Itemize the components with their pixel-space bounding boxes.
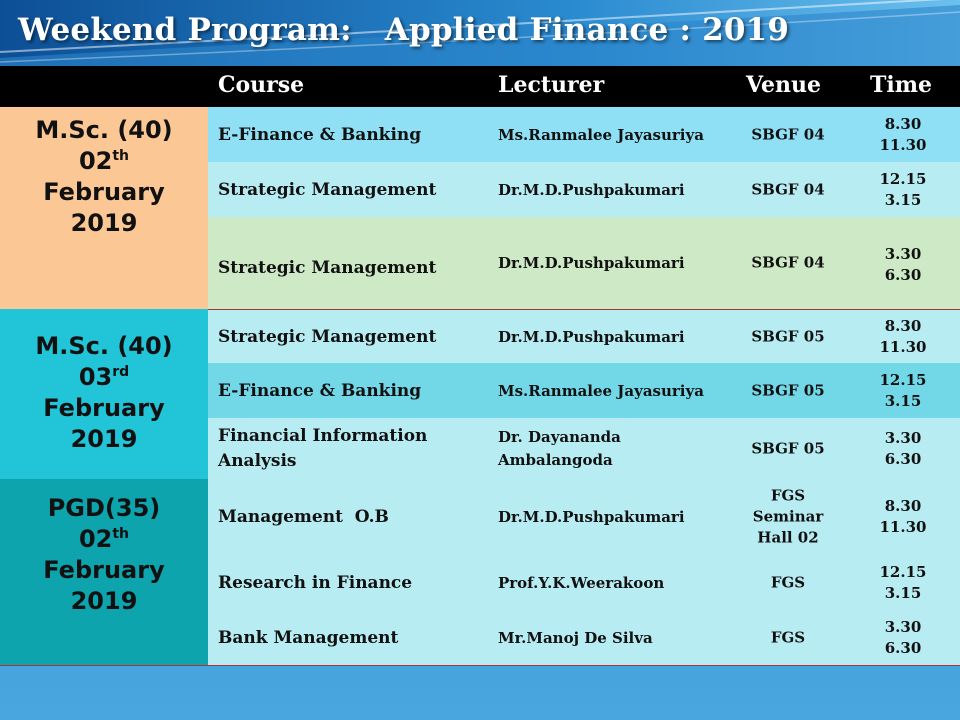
venue-cell: FGS Seminar Hall 02 bbox=[752, 486, 824, 547]
venue-cell: SBGF 05 bbox=[751, 439, 825, 457]
lecturer-cell: Mr.Manoj De Silva bbox=[498, 628, 653, 647]
group-year: 2019 bbox=[70, 425, 138, 453]
group-date-day: 03rd bbox=[78, 363, 130, 391]
venue-cell: FGS bbox=[770, 573, 806, 591]
lecturer-cell: Dr.M.D.Pushpakumari bbox=[498, 254, 685, 272]
course-cell: Strategic Management bbox=[218, 257, 437, 278]
table-row bbox=[208, 309, 960, 363]
table-row bbox=[208, 107, 960, 162]
group-msc-feb03 bbox=[0, 309, 208, 479]
group-date-day: 02th bbox=[78, 525, 130, 553]
time-cell: 12.15 3.15 bbox=[879, 169, 927, 209]
time-cell: 3.30 6.30 bbox=[884, 244, 922, 284]
slide-title: Weekend Program: Applied Finance : 2019 bbox=[18, 12, 790, 48]
time-cell: 3.30 6.30 bbox=[884, 617, 922, 657]
header-course: Course bbox=[218, 72, 305, 98]
lecturer-cell: Ms.Ranmalee Jayasuriya bbox=[498, 125, 704, 144]
venue-cell: SBGF 05 bbox=[751, 327, 825, 345]
group-year: 2019 bbox=[70, 209, 138, 237]
course-cell: E-Finance & Banking bbox=[218, 380, 422, 401]
header-lecturer: Lecturer bbox=[498, 72, 605, 98]
course-cell: Strategic Management bbox=[218, 179, 437, 200]
venue-cell: SBGF 04 bbox=[751, 253, 825, 272]
course-cell: Financial Information Analysis bbox=[218, 425, 428, 471]
group-month: February bbox=[43, 556, 165, 584]
venue-cell: SBGF 05 bbox=[751, 381, 825, 399]
course-cell: Research in Finance bbox=[218, 572, 413, 593]
lecturer-cell: Prof.Y.K.Weerakoon bbox=[498, 573, 665, 592]
course-cell: Strategic Management bbox=[218, 326, 437, 347]
time-cell: 12.15 3.15 bbox=[879, 370, 927, 410]
time-cell: 8.30 11.30 bbox=[879, 316, 927, 356]
group-msc-feb02 bbox=[0, 107, 208, 309]
group-program: PGD(35) bbox=[47, 494, 161, 522]
table-row bbox=[208, 418, 960, 479]
lecturer-cell: Ms.Ranmalee Jayasuriya bbox=[498, 381, 704, 400]
group-date-day: 02th bbox=[78, 147, 130, 175]
table-row bbox=[208, 217, 960, 309]
header-venue: Venue bbox=[746, 72, 822, 98]
lecturer-cell: Dr.M.D.Pushpakumari bbox=[498, 508, 685, 526]
group-program: M.Sc. (40) bbox=[35, 332, 173, 360]
course-cell: E-Finance & Banking bbox=[218, 124, 422, 145]
time-cell: 8.30 11.30 bbox=[879, 114, 927, 154]
group-month: February bbox=[43, 178, 165, 206]
lecturer-cell: Dr. Dayananda Ambalangoda bbox=[498, 427, 621, 469]
group-program: M.Sc. (40) bbox=[35, 116, 173, 144]
venue-cell: FGS bbox=[770, 628, 806, 646]
time-cell: 8.30 11.30 bbox=[879, 497, 927, 536]
lecturer-cell: Dr.M.D.Pushpakumari bbox=[498, 180, 685, 199]
group-pgd-feb02 bbox=[0, 479, 208, 665]
header-time: Time bbox=[870, 72, 933, 98]
table-row bbox=[208, 162, 960, 217]
venue-cell: SBGF 04 bbox=[751, 125, 825, 143]
table-header bbox=[0, 66, 960, 107]
venue-cell: SBGF 04 bbox=[751, 180, 825, 198]
group-month: February bbox=[43, 394, 165, 422]
course-cell: Management O.B bbox=[218, 507, 389, 527]
time-cell: 12.15 3.15 bbox=[879, 562, 927, 602]
time-cell: 3.30 6.30 bbox=[884, 428, 922, 468]
table-bottom-border bbox=[0, 665, 960, 666]
lecturer-cell: Dr.M.D.Pushpakumari bbox=[498, 327, 685, 346]
table-row bbox=[208, 479, 960, 555]
table-row bbox=[208, 555, 960, 610]
table-row bbox=[208, 610, 960, 665]
course-cell: Bank Management bbox=[218, 627, 399, 648]
table-row bbox=[208, 363, 960, 418]
group-year: 2019 bbox=[70, 587, 138, 615]
